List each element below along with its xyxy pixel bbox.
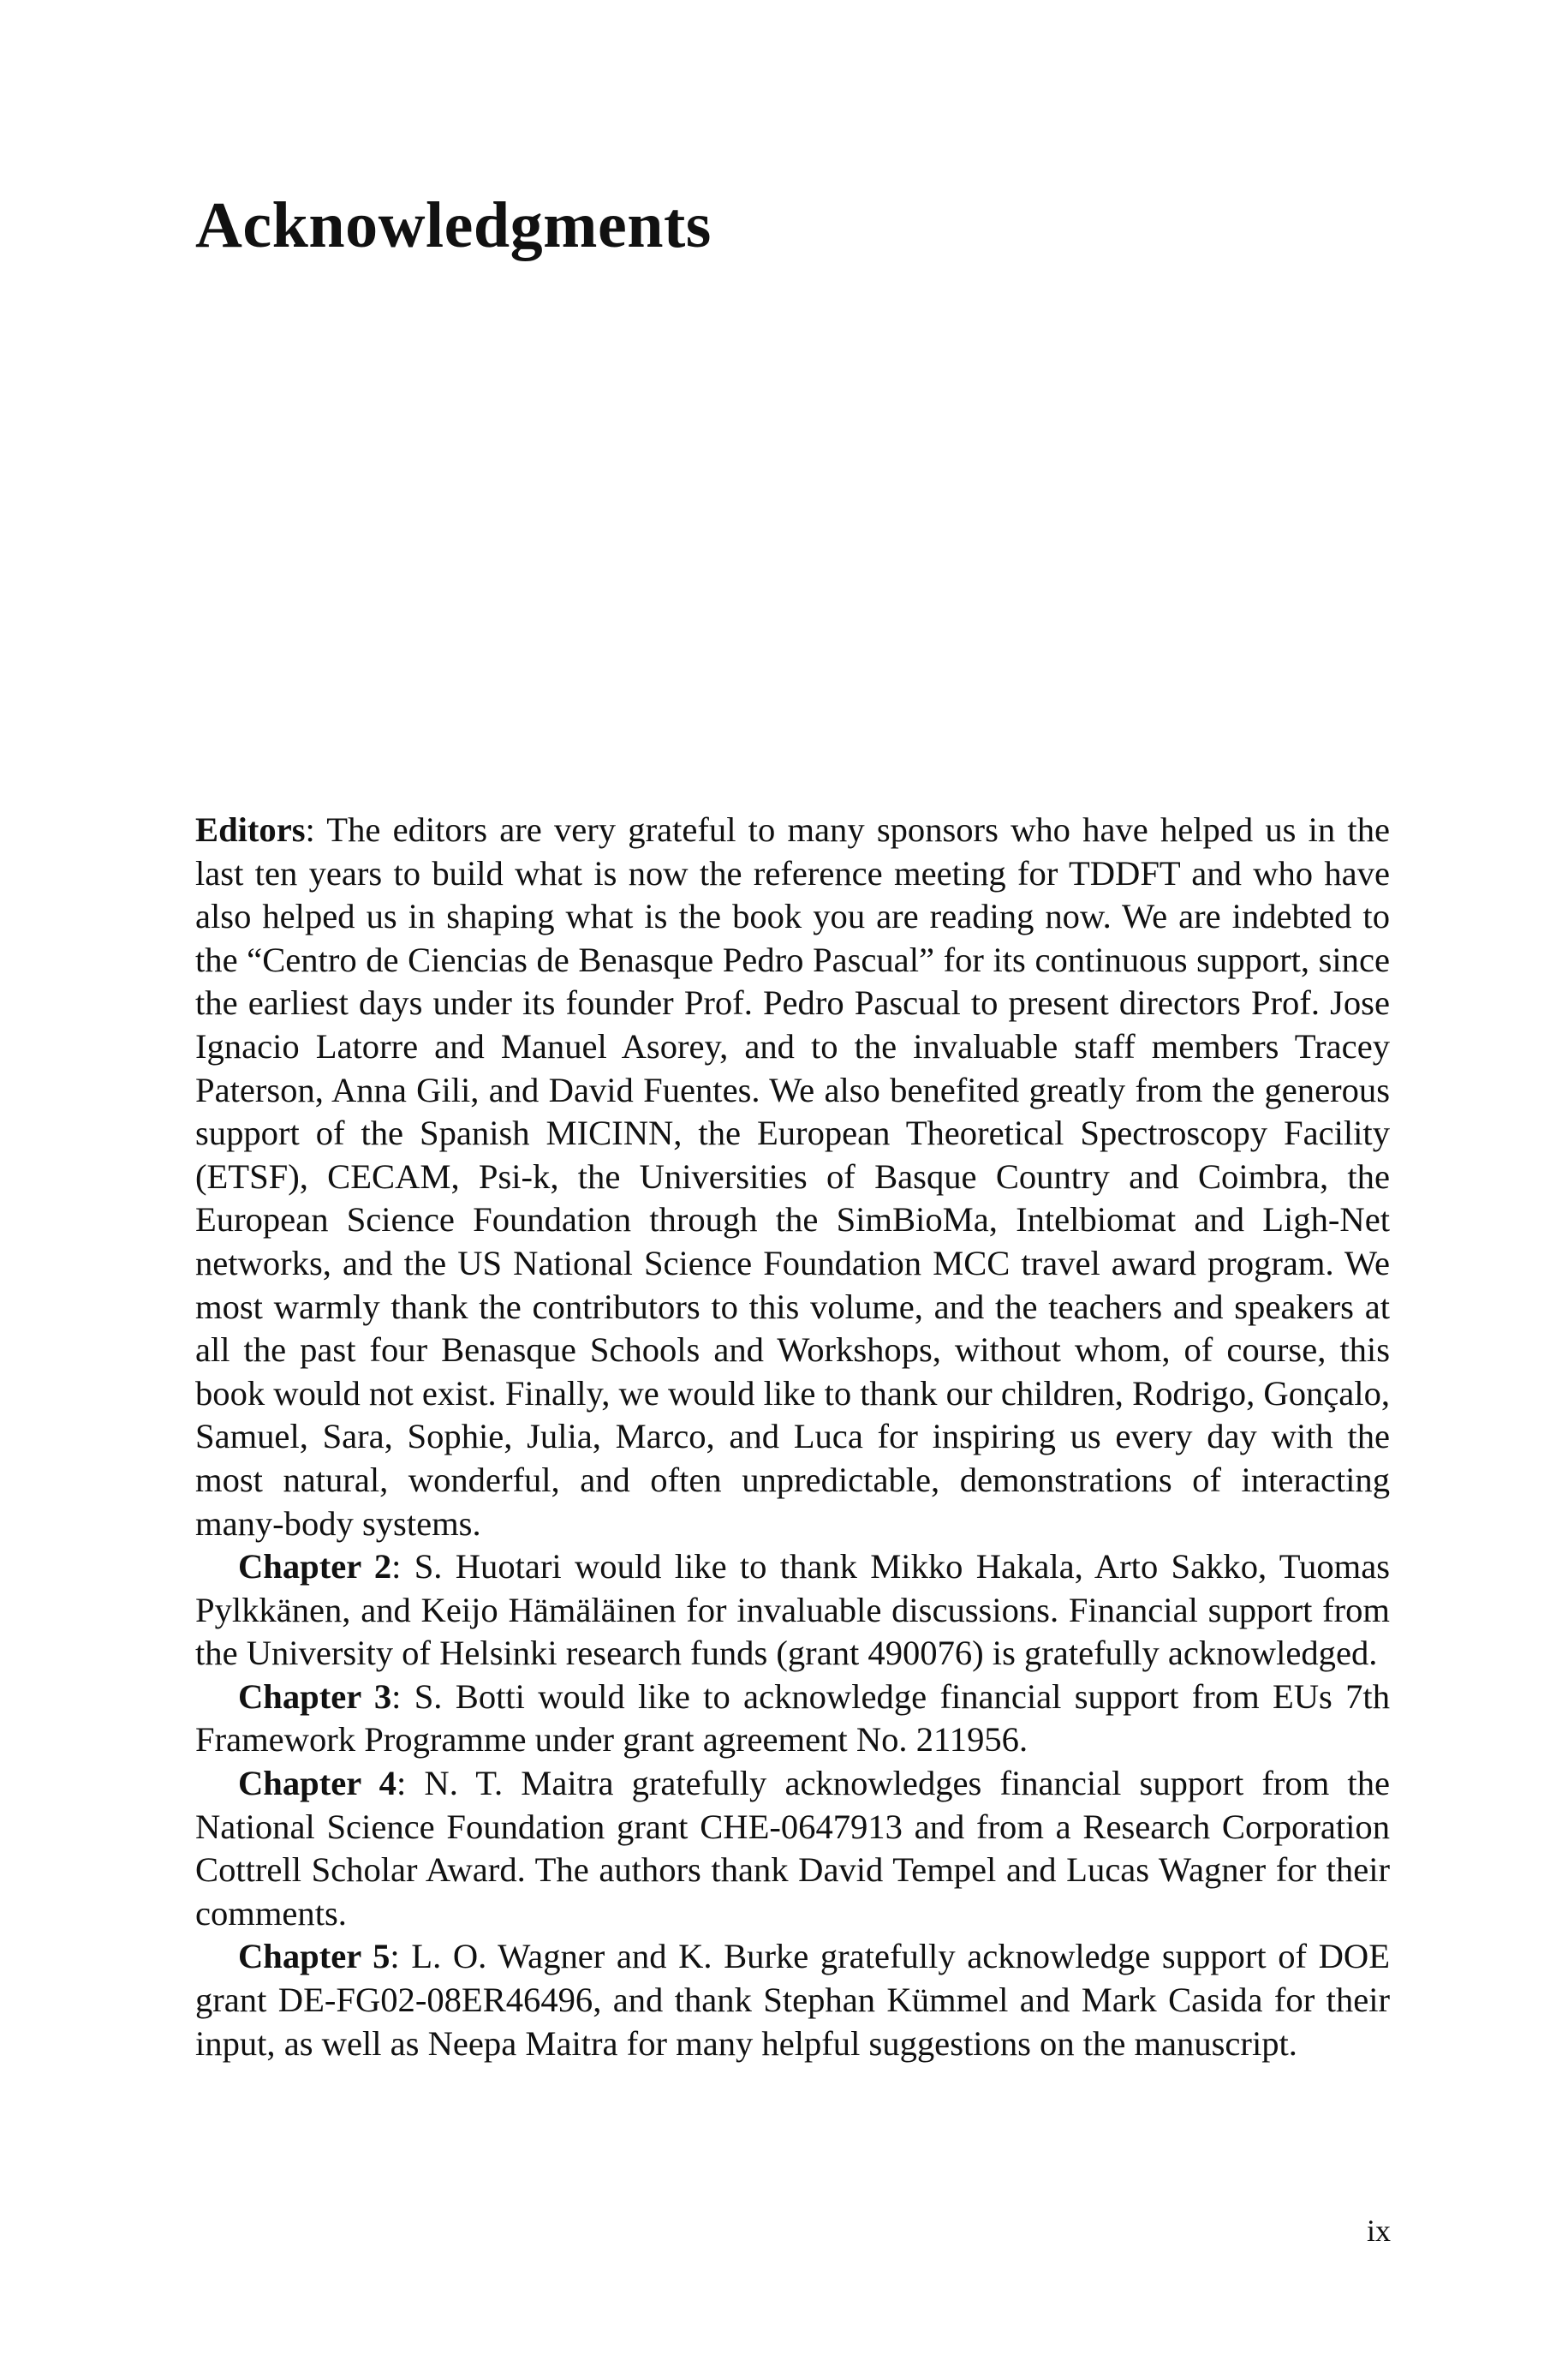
acknowledgments-body (195, 809, 1390, 2065)
paragraph-text: S. Botti would like to acknowledge financial support from EUs 7th Framework Programme under grant agreement No. 211956. (195, 1676, 1390, 1760)
paragraph-chapter-5: Chapter 5: L. O. Wagner and K. Burke gratefully acknowledge support of DOE grant DE-FG02-08ER46496, and thank Stephan Kümmel and Mark Casida for their input, as well as Neepa Maitra for many helpful suggestions on the manuscript. (195, 1937, 1390, 2063)
paragraph-lead: Chapter 5 (238, 1937, 391, 1976)
paragraph-chapter-3: Chapter 3: S. Botti would like to acknowledge financial support from EUs 7th Framework Programme under grant agreement No. 211956. (195, 1676, 1390, 1760)
paragraph-chapter-4: Chapter 4: N. T. Maitra gratefully acknowledges financial support from the National Science Foundation grant CHE-0647913 and from a Research Corporation Cottrell Scholar Award. The authors thank David Tempel and Lucas Wagner for their comments. (195, 1764, 1391, 1933)
paragraph-lead: Chapter 4 (238, 1764, 396, 1803)
paragraph-chapter-2: Chapter 2: S. Huotari would like to thank Mikko Hakala, Arto Sakko, Tuomas Pylkkänen, and Keijo Hämäläinen for invaluable discussions. Financial support from the University of Helsinki research funds (grant 490076) is gratefully acknowledged. (195, 1547, 1391, 1673)
paragraph-lead: Editors (195, 810, 306, 849)
paragraph-text: L. O. Wagner and K. Burke gratefully acknowledge support of DOE grant DE-FG02-08ER46496, and thank Stephan Kümmel and Mark Casida for their input, as well as Neepa Maitra for many helpful suggestions on the manuscript. (195, 1937, 1390, 2063)
paragraph-text: S. Huotari would like to thank Mikko Hakala, Arto Sakko, Tuomas Pylkkänen, and Keijo Hämäläinen for invaluable discussions. Financial support from the University of Helsinki research funds (grant 490076) is gratefully acknowledged. (195, 1547, 1391, 1673)
paragraph-text: The editors are very grateful to many sponsors who have helped us in the last ten years to build what is now the reference meeting for TDDFT and who have also helped us in shaping what is the book you are reading now. We are indebted to the “Centro de Ciencias de Benasque Pedro Pascual” for its continuous support, since the earliest days under its founder Prof. Pedro Pascual to present directors Prof. Jose Ignacio Latorre and Manuel Asorey, and to the invaluable staff members Tracey Paterson, Anna Gili, and David Fuentes. We also benefited greatly from the generous support of the Spanish MICINN, the European Theoretical Spectroscopy Facility (ETSF), CECAM, Psi-k, the Universities of Basque Country and Coimbra, the European Science Foundation through the SimBioMa, Intelbiomat and Ligh-Net networks, and the US National Science Foundation MCC travel award program. We most warmly thank the contributors to this volume, and the teachers and speakers at all the past four Benasque Schools and Workshops, without whom, of course, this book would not exist. Finally, we would like to thank our children, Rodrigo, Gonçalo, Samuel, Sara, Sophie, Julia, Marco, and Luca for inspiring us every day with the most natural, wonderful, and often unpredictable, demonstrations of interacting many-body systems. (195, 810, 1390, 1543)
page-number: ix (1366, 2214, 1391, 2248)
paragraph-lead: Chapter 3 (238, 1676, 392, 1716)
paragraph-text: N. T. Maitra gratefully acknowledges financial support from the National Science Foundation grant CHE-0647913 and from a Research Corporation Cottrell Scholar Award. The authors thank David Tempel and Lucas Wagner for their comments. (195, 1764, 1391, 1933)
paragraph-editors: Editors: The editors are very grateful to many sponsors who have helped us in the last ten years to build what is now the reference meeting for TDDFT and who have also helped us in shaping what is the book you are reading now. We are indebted to the “Centro de Ciencias de Benasque Pedro Pascual” for its continuous support, since the earliest days under its founder Prof. Pedro Pascual to present directors Prof. Jose Ignacio Latorre and Manuel Asorey, and to the invaluable staff members Tracey Paterson, Anna Gili, and David Fuentes. We also benefited greatly from the generous support of the Spanish MICINN, the European Theoretical Spectroscopy Facility (ETSF), CECAM, Psi-k, the Universities of Basque Country and Coimbra, the European Science Foundation through the SimBioMa, Intelbiomat and Ligh-Net networks, and the US National Science Foundation MCC travel award program. We most warmly thank the contributors to this volume, and the teachers and speakers at all the past four Benasque Schools and Workshops, without whom, of course, this book would not exist. Finally, we would like to thank our children, Rodrigo, Gonçalo, Samuel, Sara, Sophie, Julia, Marco, and Luca for inspiring us every day with the most natural, wonderful, and often unpredictable, demonstrations of interacting many-body systems. (195, 810, 1390, 1543)
page-title: Acknowledgments (195, 189, 712, 261)
paragraph-lead: Chapter 2 (238, 1547, 392, 1586)
